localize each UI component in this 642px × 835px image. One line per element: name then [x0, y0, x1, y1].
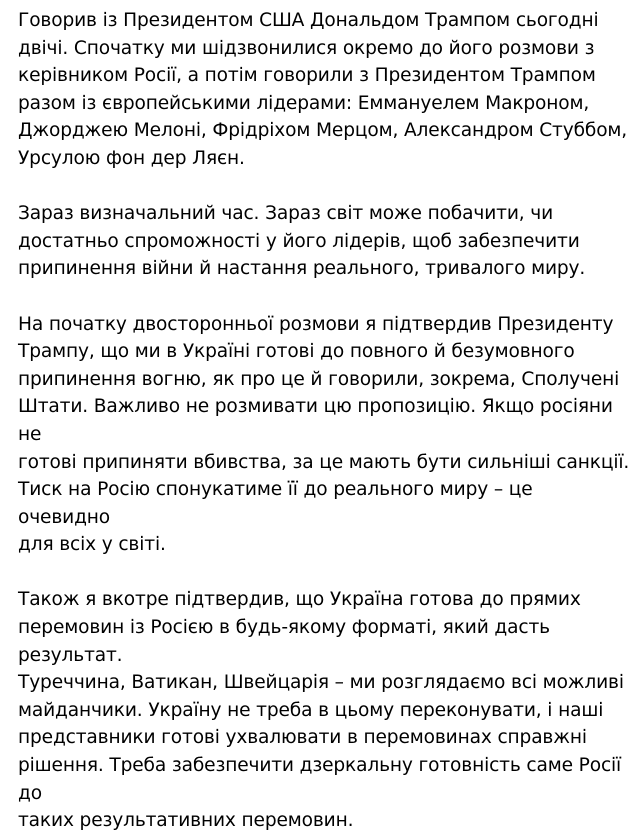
paragraph-2: Зараз визначальний час. Зараз світ може побачити, чи достатньо спроможності у його лідерів, щоб забезпечити припинення війни й настання реального, тривалого миру. [18, 203, 586, 280]
paragraph-3: На початку двосторонньої розмови я підтвердив Президенту Трампу, що ми в Україні готові до повного й безумовного припинення вогню, як про це й говорили, зокрема, Сполучені Штати. Важливо не розмивати цю пропозицію. Якщо росіяни не готові припиняти вбивства, за це мають бути сильніші санкції. Тиск на Росію спонукатиме її до реального миру – це очевидно для всіх у світі. [18, 313, 630, 556]
paragraph-1: Говорив із Президентом США Дональдом Трампом сьогодні двічі. Спочатку ми шідзвонилися окремо до його розмови з керівником Росії, а потім говорили з Президентом Трампом разом із європейськими лідерами: Еммануелем Макроном, Джорджею Мелоні, Фрідріхом Мерцом, Александром Стуббом, Урсулою фон дер Ляєн. [18, 10, 628, 169]
paragraph-4: Також я вкотре підтвердив, що Україна готова до прямих перемовин із Росією в будь-якому форматі, який дасть результат. Туреччина, Ватикан, Швейцарія – ми розглядаємо всі можливі майданчики. Україну не треба в цьому переконувати, і наші представники готові ухвалювати в перемовинах справжні рішення. Треба забезпечити дзеркальну готовність саме Росії до таких результативних перемовин. [18, 589, 624, 832]
